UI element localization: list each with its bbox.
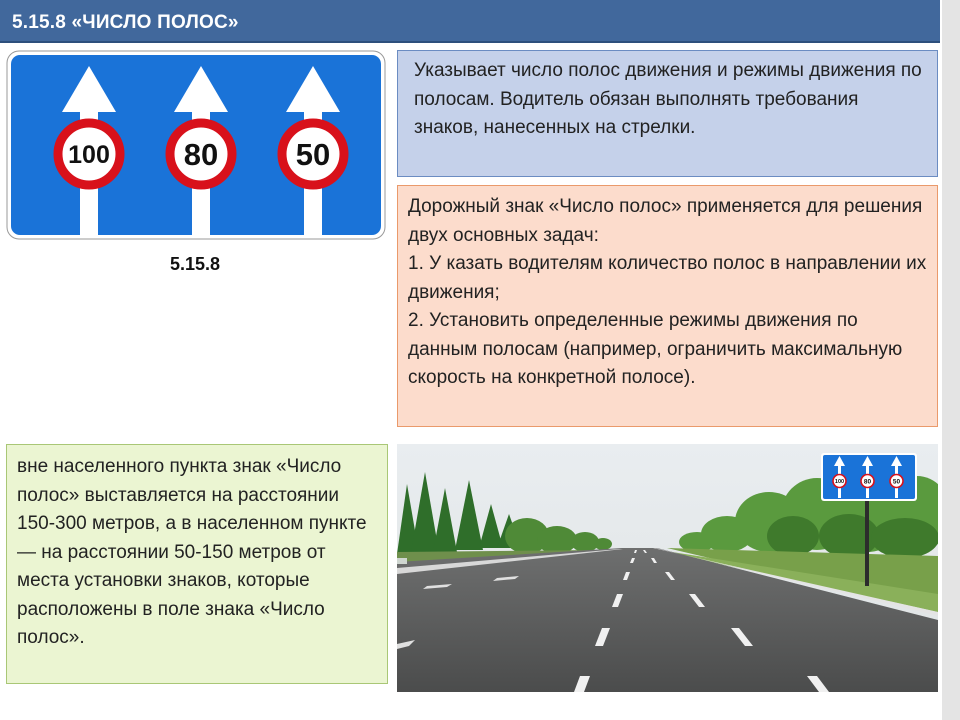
speed-limit-50-text: 50 <box>295 137 331 172</box>
road-sign-speed-100: 100 <box>834 479 845 486</box>
purpose-intro: Дорожный знак «Число полос» применяется для решения двух основных задач: <box>408 196 923 246</box>
slide-title: 5.15.8 «ЧИСЛО ПОЛОС» <box>12 12 239 33</box>
speed-limit-80-text: 80 <box>183 137 219 172</box>
road-photo <box>397 444 938 692</box>
speed-limit-100-text: 100 <box>68 141 110 169</box>
purpose-item-2: 2. Установить определенные режимы движения по данным полосам (например, ограничить максимальную скорость на конкретной полосе). <box>408 310 903 388</box>
speed-limit-80-icon <box>170 123 232 185</box>
distant-car <box>397 558 407 564</box>
description-text: Указывает число полос движения и режимы движения по полосам. Водитель обязан выполнять требования знаков, нанесенных на стрелки. <box>414 60 922 138</box>
speed-limit-50-icon <box>282 123 344 185</box>
purpose-item-1: 1. У казать водителям количество полос в направлении их движения; <box>408 253 927 303</box>
sign-caption: 5.15.8 <box>169 254 221 274</box>
title-bar <box>0 0 940 43</box>
right-edge-strip <box>942 0 960 720</box>
road-sign-speed-80: 80 <box>863 478 872 486</box>
info-box-purpose <box>397 185 938 427</box>
road-sign-speed-50: 50 <box>892 478 901 486</box>
placement-text: вне населенного пункта знак «Число полос» выставляется на расстоянии 150-300 метров, а в населенном пункте — на расстоянии 50-150 метров от места установки знаков, которые расположены в поле знака «Число полос». <box>17 456 367 648</box>
info-box-description <box>397 50 938 177</box>
speed-limit-100-icon <box>58 123 120 185</box>
info-box-placement <box>6 444 388 684</box>
lane-count-sign <box>6 50 386 240</box>
